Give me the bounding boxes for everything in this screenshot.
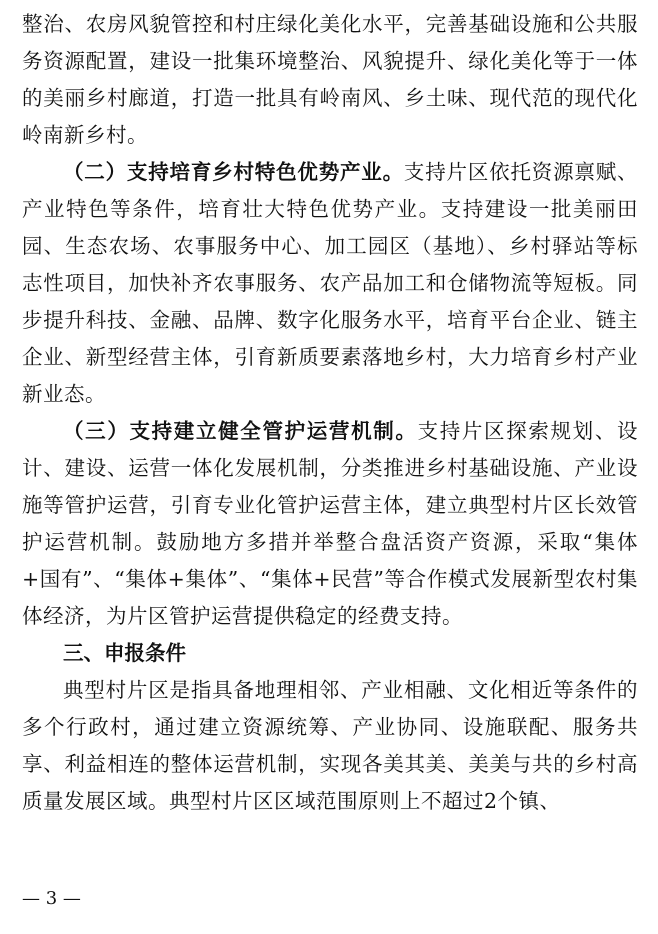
- paragraph-rural-renovation: 整治、农房风貌管控和村庄绿化美化水平，完善基础设施和公共服务资源配置，建设一批集环境整治、风貌提升、绿化美化等于一体的美丽乡村廊道，打造一批具有岭南风、乡土味、现代范的现代化岭南新乡村。: [22, 12, 638, 147]
- paragraph-operation-mechanism: [22, 413, 638, 635]
- section-heading-application-conditions: 三、申报条件: [63, 641, 186, 665]
- paragraph-industry-heading: （二）支持培育乡村特色优势产业。: [63, 160, 404, 184]
- paragraph-typical-village-definition: 典型村片区是指具备地理相邻、产业相融、文化相近等条件的多个行政村，通过建立资源统筹、产业协同、设施联配、服务共享、利益相连的整体运营机制，实现各美其美、美美与共的乡村高质量发展区域。典型村片区区域范围原则上不超过2个镇、: [22, 678, 638, 813]
- paragraph-operation-body: 支持片区探索规划、设计、建设、运营一体化发展机制，分类推进乡村基础设施、产业设施等管护运营，引育专业化管护运营主体，建立典型村片区长效管护运营机制。鼓励地方多措并举整合盘活资产资源，采取“集体+国有”、“集体+集体”、“集体+民营”等合作模式发展新型农村集体经济，为片区管护运营提供稳定的经费支持。: [22, 419, 639, 628]
- document-page: [22, 6, 638, 820]
- paragraph-operation-heading: （三）支持建立健全管护运营机制。: [63, 419, 418, 443]
- paragraph-industry-body: 支持片区依托资源禀赋、产业特色等条件，培育壮大特色优势产业。支持建设一批美丽田园、生态农场、农事服务中心、加工园区（基地）、乡村驿站等标志性项目，加快补齐农事服务、农产品加工和仓储物流等短板。同步提升科技、金融、品牌、数字化服务水平，培育平台企业、链主企业、新型经营主体，引育新质要素落地乡村，大力培育乡村产业新业态。: [22, 160, 638, 406]
- paragraph-industry-support: [22, 154, 638, 413]
- page-number: — 3 —: [22, 888, 81, 909]
